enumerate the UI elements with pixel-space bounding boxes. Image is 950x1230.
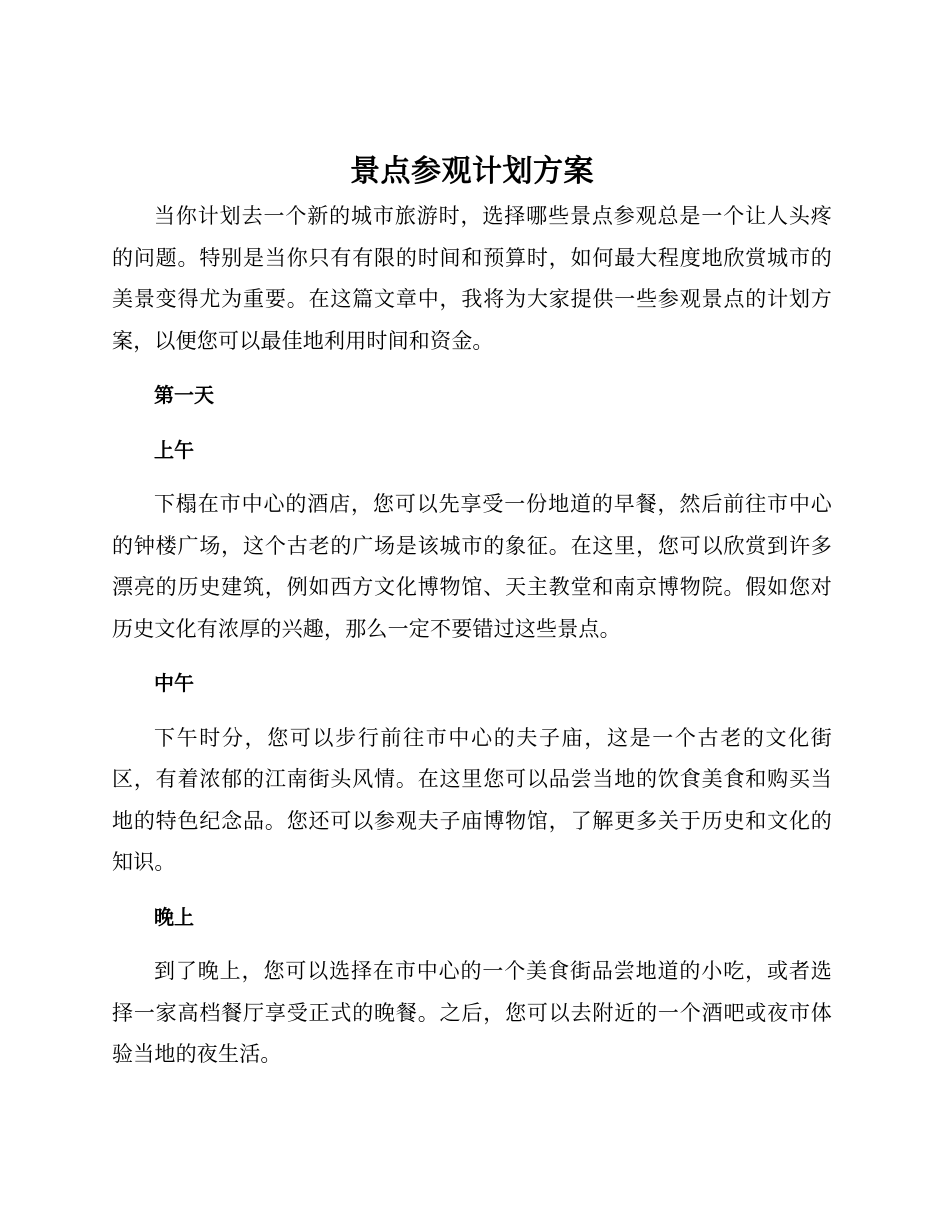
section-paragraph-evening: 到了晚上，您可以选择在市中心的一个美食街品尝地道的小吃，或者选择一家高档餐厅享受正式的晚餐。之后，您可以去附近的一个酒吧或夜市体验当地的夜生活。: [112, 959, 832, 1066]
document-title: 景点参观计划方案: [350, 154, 594, 189]
section-paragraph-morning: 下榻在市中心的酒店，您可以先享受一份地道的早餐，然后前往市中心的钟楼广场，这个古老的广场是该城市的象征。在这里，您可以欣赏到许多漂亮的历史建筑，例如西方文化博物馆、天主教堂和南京博物院。假如您对历史文化有浓厚的兴趣，那么一定不要错过这些景点。: [112, 492, 832, 641]
document-page: [112, 148, 832, 1089]
section-paragraph-noon: 下午时分，您可以步行前往市中心的夫子庙，这是一个古老的文化街区，有着浓郁的江南街头风情。在这里您可以品尝当地的饮食美食和购买当地的特色纪念品。您还可以参观夫子庙博物馆，了解更多关于历史和文化的知识。: [112, 725, 832, 874]
section-heading-evening: 晚上: [154, 904, 194, 929]
section-heading-noon: 中午: [154, 671, 194, 695]
section-heading-morning: 上午: [154, 437, 194, 462]
day-heading: 第一天: [154, 383, 214, 407]
intro-paragraph: 当你计划去一个新的城市旅游时，选择哪些景点参观总是一个让人头疼的问题。特别是当你只有有限的时间和预算时，如何最大程度地欣赏城市的美景变得尤为重要。在这篇文章中，我将为大家提供一些参观景点的计划方案，以便您可以最佳地利用时间和资金。: [112, 204, 832, 353]
